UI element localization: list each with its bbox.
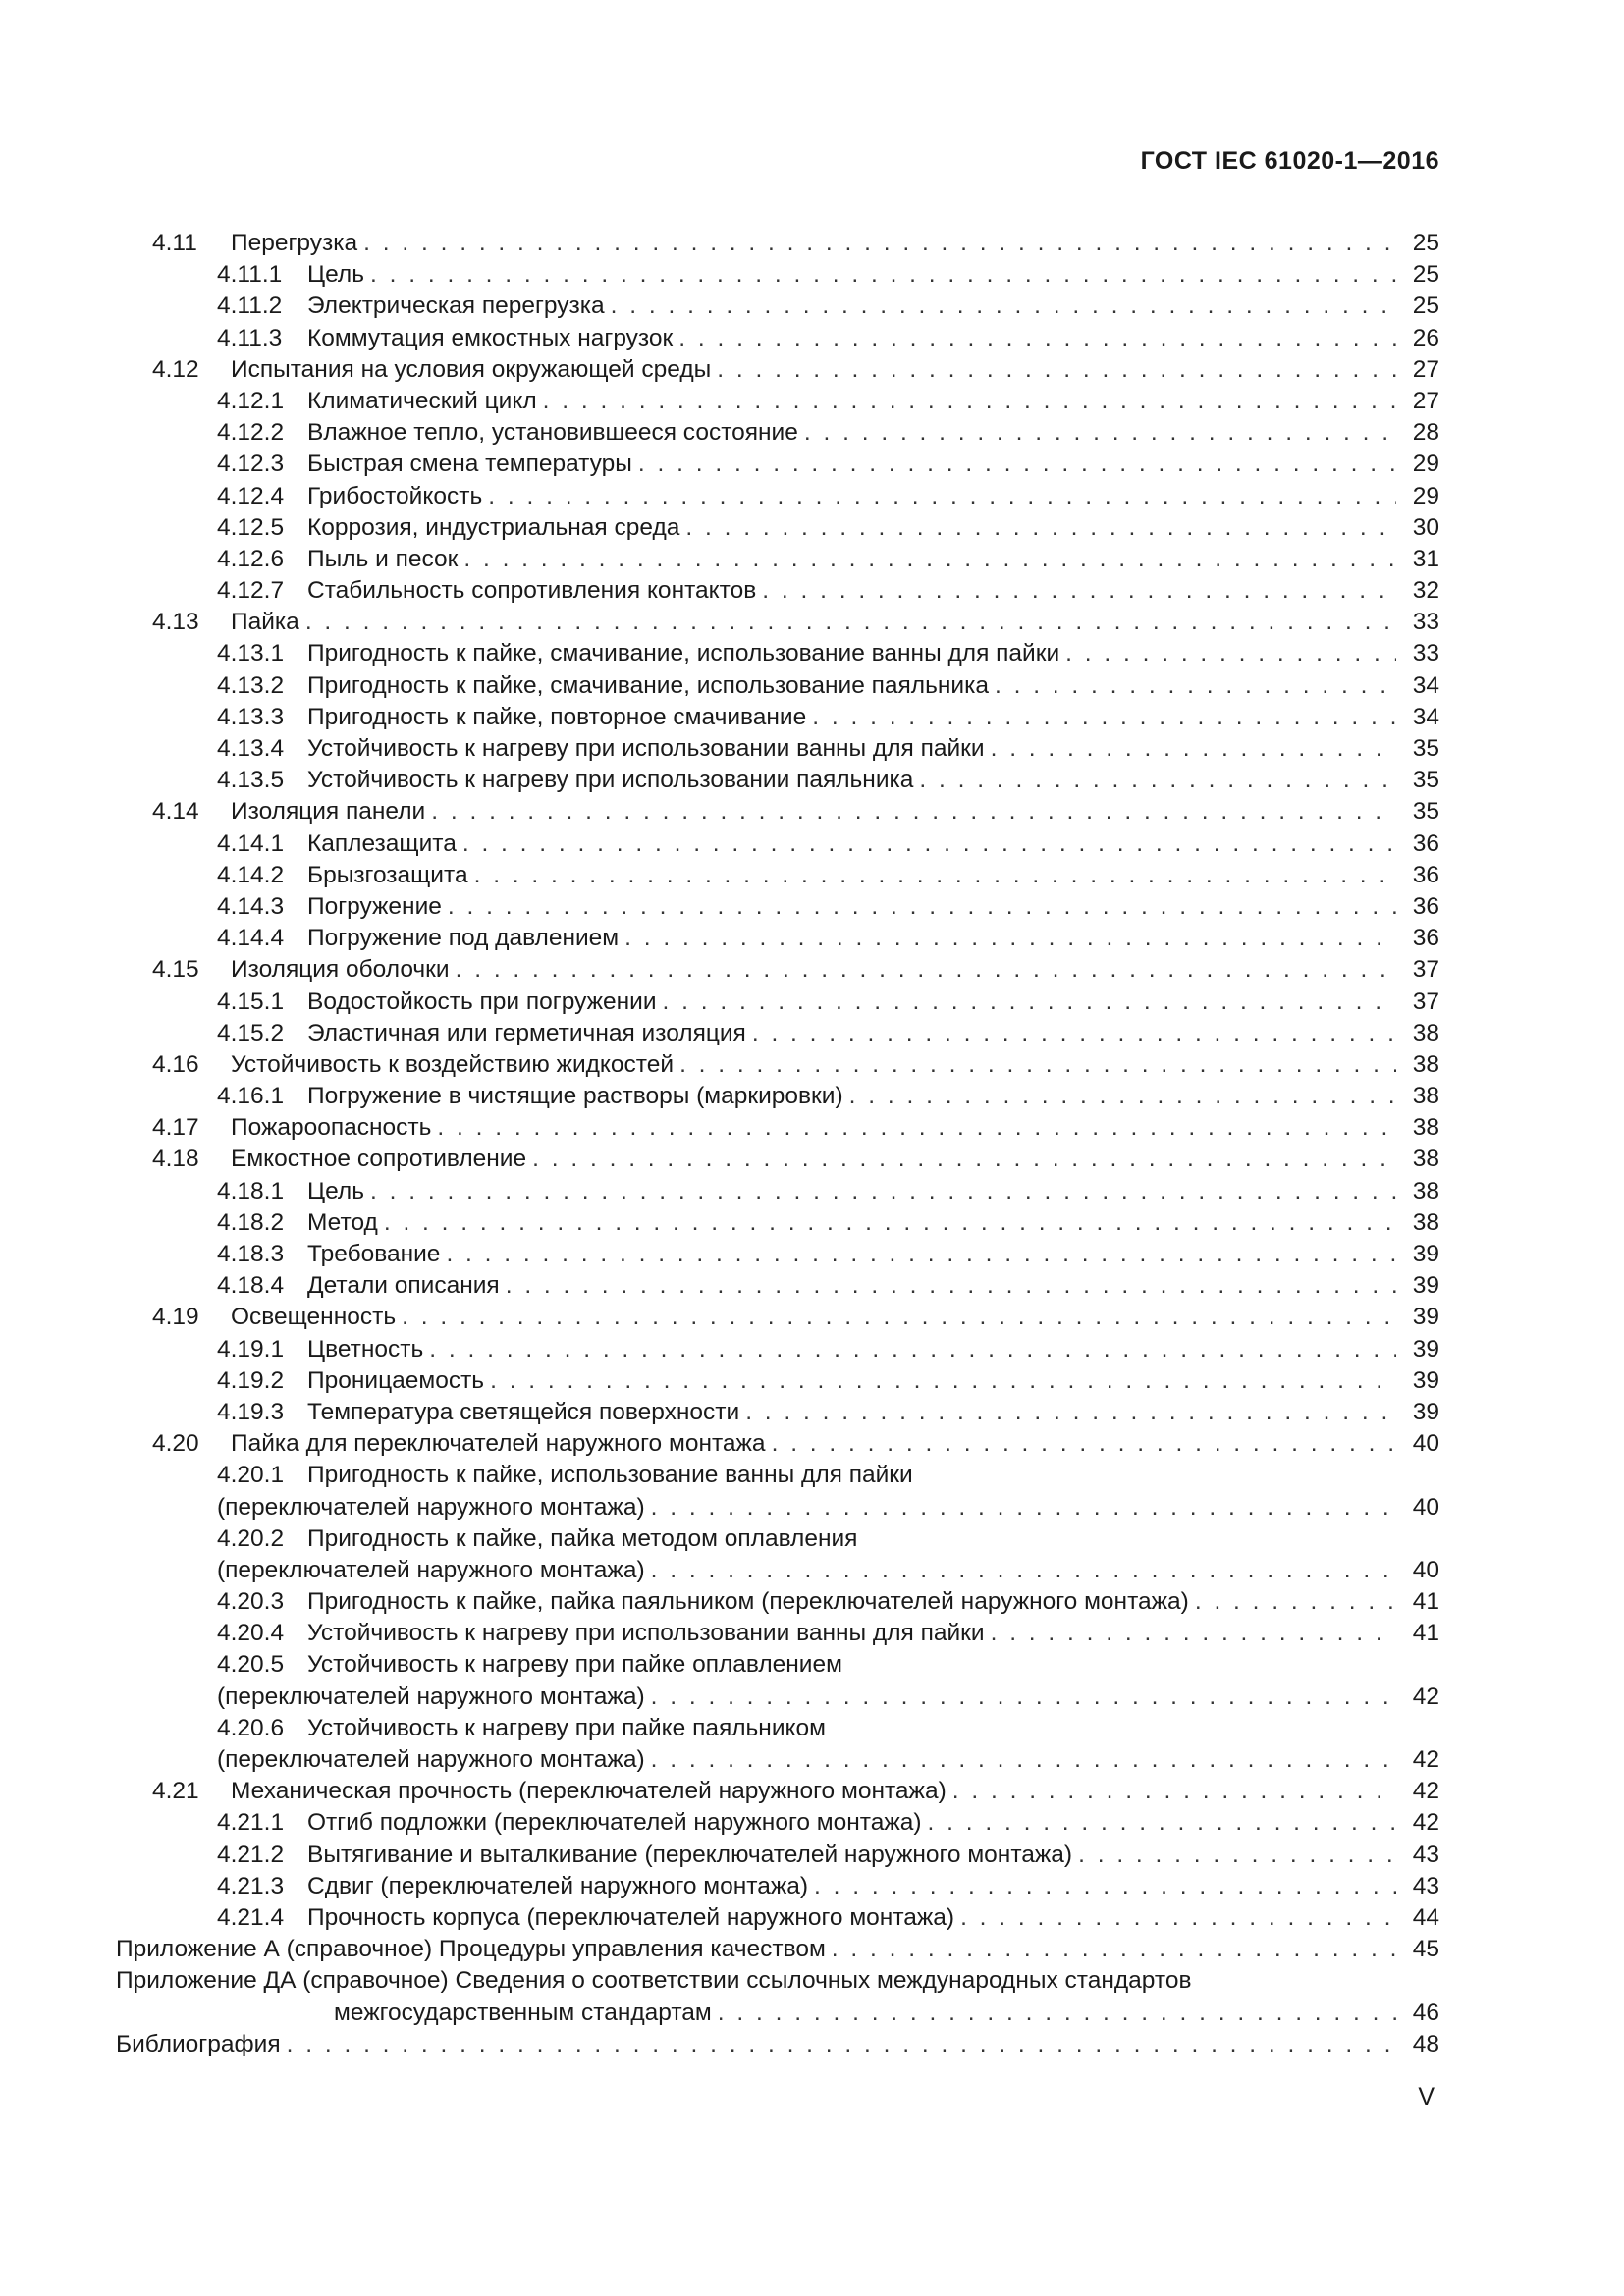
toc-entry-number: 4.20.1 bbox=[217, 1462, 285, 1489]
toc-entry[interactable] bbox=[116, 1902, 1439, 1934]
toc-dot-leader bbox=[804, 417, 1396, 449]
toc-entry-number: 4.12.1 bbox=[217, 387, 285, 414]
toc-entry-title: Требование bbox=[307, 1241, 441, 1267]
toc-entry[interactable] bbox=[116, 1649, 1439, 1681]
toc-entry-title: Водостойкость при погружении bbox=[307, 988, 657, 1015]
toc-dot-leader bbox=[745, 1397, 1396, 1428]
toc-dot-leader bbox=[718, 1998, 1396, 2029]
toc-entry[interactable] bbox=[116, 1460, 1439, 1491]
toc-entry-page: 41 bbox=[1412, 1620, 1439, 1647]
toc-entry-number: 4.14.2 bbox=[217, 861, 285, 888]
toc-entry-page: 36 bbox=[1412, 829, 1439, 857]
toc-dot-leader bbox=[995, 670, 1396, 702]
toc-entry[interactable] bbox=[116, 1934, 1439, 1965]
toc-entry-page: 39 bbox=[1412, 1241, 1439, 1267]
toc-entry-number: 4.12.7 bbox=[217, 577, 285, 605]
toc-entry-title: Прочность корпуса (переключателей наружного монтажа) bbox=[307, 1903, 955, 1931]
toc-dot-leader bbox=[814, 1871, 1396, 1902]
toc-entry-page: 39 bbox=[1412, 1304, 1439, 1331]
toc-entry-number: 4.16 bbox=[152, 1050, 199, 1078]
toc-entry-title: Пожароопасность bbox=[231, 1114, 432, 1142]
toc-entry[interactable] bbox=[116, 923, 1439, 954]
toc-entry-title: Цель bbox=[307, 261, 364, 289]
toc-entry-title: (переключателей наружного монтажа) bbox=[217, 1746, 645, 1773]
toc-entry-page: 28 bbox=[1412, 419, 1439, 447]
toc-dot-leader bbox=[1065, 638, 1396, 669]
toc-entry[interactable] bbox=[116, 1270, 1439, 1302]
toc-entry-number: 4.11.2 bbox=[217, 293, 283, 320]
toc-entry-title: Устойчивость к нагреву при использовании ванны для пайки bbox=[307, 735, 985, 762]
toc-dot-leader bbox=[849, 1081, 1396, 1112]
toc-entry-page: 41 bbox=[1412, 1588, 1439, 1616]
page-number: V bbox=[1418, 2083, 1435, 2110]
toc-entry-title: Пригодность к пайке, пайка паяльником (переключателей наружного монтажа) bbox=[307, 1588, 1189, 1616]
toc-entry-page: 35 bbox=[1412, 767, 1439, 794]
toc-entry-number: 4.19.3 bbox=[217, 1398, 285, 1425]
toc-entry[interactable] bbox=[116, 386, 1439, 417]
toc-entry[interactable] bbox=[116, 765, 1439, 796]
toc-entry-page: 25 bbox=[1412, 293, 1439, 320]
toc-entry-page: 30 bbox=[1412, 513, 1439, 541]
toc-entry-page: 32 bbox=[1412, 577, 1439, 605]
toc-entry[interactable] bbox=[116, 1081, 1439, 1112]
toc-entry-number: 4.18.1 bbox=[217, 1177, 285, 1204]
toc-dot-leader bbox=[752, 1018, 1396, 1049]
toc-entry-page: 42 bbox=[1412, 1778, 1439, 1805]
toc-entry[interactable] bbox=[116, 1049, 1439, 1081]
toc-dot-leader bbox=[651, 1682, 1396, 1713]
toc-entry[interactable] bbox=[116, 828, 1439, 860]
toc-dot-leader bbox=[832, 1934, 1396, 1965]
toc-dot-leader bbox=[638, 449, 1396, 480]
toc-dot-leader bbox=[772, 1428, 1396, 1460]
toc-entry[interactable] bbox=[116, 1840, 1439, 1871]
toc-entry-page: 33 bbox=[1412, 640, 1439, 667]
toc-entry-page: 38 bbox=[1412, 1019, 1439, 1046]
toc-entry[interactable] bbox=[116, 891, 1439, 923]
toc-dot-leader bbox=[919, 765, 1396, 796]
toc-entry[interactable] bbox=[116, 1682, 1439, 1713]
toc-entry-number: 4.15 bbox=[152, 956, 199, 984]
toc-entry-title: Стабильность сопротивления контактов bbox=[307, 577, 757, 605]
toc-entry-number: 4.21.4 bbox=[217, 1903, 285, 1931]
toc-dot-leader bbox=[679, 1049, 1396, 1081]
toc-entry-number: 4.12.6 bbox=[217, 545, 285, 572]
toc-entry-number: 4.21.3 bbox=[217, 1872, 285, 1899]
toc-dot-leader bbox=[370, 259, 1396, 291]
toc-entry-number: 4.12.4 bbox=[217, 482, 285, 509]
toc-entry[interactable] bbox=[116, 1492, 1439, 1523]
toc-entry-number: 4.16.1 bbox=[217, 1083, 285, 1110]
toc-entry[interactable] bbox=[116, 1018, 1439, 1049]
toc-entry-number: 4.19.1 bbox=[217, 1335, 285, 1362]
toc-entry-title: Пайка bbox=[231, 609, 299, 636]
toc-entry-number: 4.13.5 bbox=[217, 767, 285, 794]
toc-entry-number: 4.20 bbox=[152, 1430, 199, 1458]
table-of-contents bbox=[116, 228, 1439, 2060]
toc-entry-title: Освещенность bbox=[231, 1304, 397, 1331]
toc-dot-leader bbox=[431, 796, 1396, 828]
toc-entry-number: 4.17 bbox=[152, 1114, 199, 1142]
toc-entry-page: 38 bbox=[1412, 1208, 1439, 1236]
toc-entry-title: Цель bbox=[307, 1177, 364, 1204]
toc-entry-page: 35 bbox=[1412, 798, 1439, 826]
toc-entry-page: 33 bbox=[1412, 609, 1439, 636]
toc-entry-title: Приложение А (справочное) Процедуры управления качеством bbox=[116, 1936, 826, 1963]
toc-entry-title: Сдвиг (переключателей наружного монтажа) bbox=[307, 1872, 809, 1899]
toc-dot-leader bbox=[952, 1776, 1396, 1807]
toc-dot-leader bbox=[762, 575, 1396, 607]
toc-entry[interactable] bbox=[116, 860, 1439, 891]
toc-entry-number: 4.11 bbox=[152, 230, 197, 256]
toc-entry-title: (переключателей наружного монтажа) bbox=[217, 1556, 645, 1583]
toc-entry-title: Климатический цикл bbox=[307, 387, 537, 414]
toc-dot-leader bbox=[651, 1492, 1396, 1523]
toc-entry-title: Механическая прочность (переключателей наружного монтажа) bbox=[231, 1778, 947, 1805]
toc-entry-title: межгосударственным стандартам bbox=[334, 1999, 712, 2026]
toc-entry-title: Проницаемость bbox=[307, 1366, 485, 1394]
toc-entry-page: 27 bbox=[1412, 387, 1439, 414]
toc-entry-page: 27 bbox=[1412, 355, 1439, 383]
toc-entry-number: 4.21.2 bbox=[217, 1841, 285, 1868]
toc-entry-title: Метод bbox=[307, 1208, 378, 1236]
toc-entry-title: Погружение под давлением bbox=[307, 925, 620, 952]
toc-entry-page: 25 bbox=[1412, 230, 1439, 256]
toc-entry-number: 4.18.4 bbox=[217, 1272, 285, 1300]
toc-dot-leader bbox=[287, 2029, 1396, 2060]
toc-entry-title: Влажное тепло, установившееся состояние bbox=[307, 419, 798, 447]
toc-entry-page: 43 bbox=[1412, 1872, 1439, 1899]
toc-dot-leader bbox=[474, 860, 1396, 891]
toc-entry-page: 44 bbox=[1412, 1903, 1439, 1931]
toc-entry-number: 4.19.2 bbox=[217, 1366, 285, 1394]
toc-entry-title: Устойчивость к нагреву при пайке паяльником bbox=[307, 1714, 826, 1741]
toc-entry-title: Устойчивость к воздействию жидкостей bbox=[231, 1050, 675, 1078]
toc-entry-number: 4.13 bbox=[152, 609, 199, 636]
toc-entry[interactable] bbox=[116, 259, 1439, 291]
toc-entry-number: 4.21 bbox=[152, 1778, 199, 1805]
toc-entry-number: 4.14 bbox=[152, 798, 199, 826]
toc-entry-number: 4.21.1 bbox=[217, 1809, 285, 1837]
toc-dot-leader bbox=[960, 1902, 1396, 1934]
toc-entry-page: 35 bbox=[1412, 735, 1439, 762]
toc-dot-leader bbox=[462, 828, 1396, 860]
toc-entry[interactable] bbox=[116, 544, 1439, 575]
toc-entry-title: Испытания на условия окружающей среды bbox=[231, 355, 712, 383]
toc-entry[interactable] bbox=[116, 1776, 1439, 1807]
toc-dot-leader bbox=[532, 1144, 1396, 1175]
toc-entry-number: 4.12.5 bbox=[217, 513, 285, 541]
toc-entry[interactable] bbox=[116, 733, 1439, 765]
toc-entry[interactable] bbox=[116, 512, 1439, 544]
toc-entry[interactable] bbox=[116, 1302, 1439, 1333]
toc-entry[interactable] bbox=[116, 449, 1439, 480]
toc-entry[interactable] bbox=[116, 1744, 1439, 1776]
toc-entry-number: 4.13.4 bbox=[217, 735, 285, 762]
toc-entry-page: 38 bbox=[1412, 1114, 1439, 1142]
toc-entry-title: Пригодность к пайке, использование ванны для пайки bbox=[307, 1462, 913, 1489]
toc-dot-leader bbox=[448, 891, 1396, 923]
toc-entry[interactable] bbox=[116, 1207, 1439, 1239]
toc-entry-title: Грибостойкость bbox=[307, 482, 483, 509]
toc-entry-page: 37 bbox=[1412, 988, 1439, 1015]
toc-entry-number: 4.12.2 bbox=[217, 419, 285, 447]
document-code-header: ГОСТ IEC 61020-1—2016 bbox=[1140, 147, 1439, 175]
toc-dot-leader bbox=[651, 1744, 1396, 1776]
toc-entry-page: 42 bbox=[1412, 1746, 1439, 1773]
toc-entry[interactable] bbox=[116, 575, 1439, 607]
toc-entry-page: 46 bbox=[1412, 1999, 1439, 2026]
toc-entry-page: 36 bbox=[1412, 925, 1439, 952]
toc-entry-number: 4.13.2 bbox=[217, 671, 285, 699]
toc-entry[interactable] bbox=[116, 1713, 1439, 1744]
toc-entry-title: Емкостное сопротивление bbox=[231, 1146, 527, 1173]
toc-entry-page: 38 bbox=[1412, 1050, 1439, 1078]
toc-entry[interactable] bbox=[116, 1998, 1439, 2029]
toc-dot-leader bbox=[624, 923, 1396, 954]
toc-entry-number: 4.12 bbox=[152, 355, 199, 383]
toc-entry-page: 38 bbox=[1412, 1177, 1439, 1204]
toc-entry-title: Перегрузка bbox=[231, 230, 358, 256]
toc-entry-title: Отгиб подложки (переключателей наружного монтажа) bbox=[307, 1809, 922, 1837]
toc-dot-leader bbox=[991, 1618, 1396, 1649]
toc-entry-title: Пригодность к пайке, повторное смачивание bbox=[307, 703, 807, 730]
toc-entry-page: 42 bbox=[1412, 1682, 1439, 1710]
toc-dot-leader bbox=[305, 607, 1396, 638]
toc-entry-page: 43 bbox=[1412, 1841, 1439, 1868]
toc-entry-number: 4.20.2 bbox=[217, 1524, 285, 1552]
toc-entry-title: Детали описания bbox=[307, 1272, 500, 1300]
toc-dot-leader bbox=[663, 987, 1396, 1018]
toc-entry-page: 37 bbox=[1412, 956, 1439, 984]
toc-entry-title: Устойчивость к нагреву при пайке оплавлением bbox=[307, 1651, 842, 1679]
toc-entry-title: Изоляция панели bbox=[231, 798, 426, 826]
toc-entry-title: Электрическая перегрузка bbox=[307, 293, 605, 320]
toc-entry-title: Температура светящейся поверхности bbox=[307, 1398, 740, 1425]
toc-entry-title: Коррозия, индустриальная среда bbox=[307, 513, 680, 541]
toc-entry-page: 34 bbox=[1412, 703, 1439, 730]
toc-entry[interactable] bbox=[116, 1239, 1439, 1270]
toc-entry-title: Пыль и песок bbox=[307, 545, 459, 572]
toc-dot-leader bbox=[429, 1334, 1396, 1365]
toc-entry-page: 45 bbox=[1412, 1936, 1439, 1963]
toc-entry-page: 39 bbox=[1412, 1398, 1439, 1425]
toc-entry-title: Каплезащита bbox=[307, 829, 457, 857]
toc-entry-number: 4.20.6 bbox=[217, 1714, 285, 1741]
toc-dot-leader bbox=[363, 228, 1396, 259]
toc-entry[interactable] bbox=[116, 1334, 1439, 1365]
toc-entry[interactable] bbox=[116, 796, 1439, 828]
toc-entry-title: Устойчивость к нагреву при использовании ванны для пайки bbox=[307, 1620, 985, 1647]
toc-entry-title: Устойчивость к нагреву при использовании паяльника bbox=[307, 767, 914, 794]
toc-entry[interactable] bbox=[116, 1428, 1439, 1460]
toc-entry[interactable] bbox=[116, 607, 1439, 638]
toc-entry-title: (переключателей наружного монтажа) bbox=[217, 1493, 645, 1521]
toc-entry-number: 4.15.2 bbox=[217, 1019, 285, 1046]
toc-dot-leader bbox=[437, 1112, 1396, 1144]
toc-entry-title: Пригодность к пайке, смачивание, использование паяльника bbox=[307, 671, 989, 699]
toc-entry-number: 4.12.3 bbox=[217, 451, 285, 478]
toc-entry-title: Приложение ДА (справочное) Сведения о соответствии ссылочных международных стандартов bbox=[116, 1967, 1192, 1995]
toc-entry-page: 38 bbox=[1412, 1083, 1439, 1110]
toc-entry-title: Изоляция оболочки bbox=[231, 956, 450, 984]
toc-entry[interactable] bbox=[116, 670, 1439, 702]
toc-dot-leader bbox=[991, 733, 1396, 765]
toc-entry-page: 25 bbox=[1412, 261, 1439, 289]
toc-entry-title: Погружение bbox=[307, 892, 442, 920]
toc-dot-leader bbox=[506, 1270, 1396, 1302]
toc-entry-number: 4.14.1 bbox=[217, 829, 285, 857]
toc-entry-title: Цветность bbox=[307, 1335, 424, 1362]
toc-entry[interactable] bbox=[116, 1871, 1439, 1902]
toc-entry[interactable] bbox=[116, 1397, 1439, 1428]
toc-entry-title: Эластичная или герметичная изоляция bbox=[307, 1019, 746, 1046]
toc-entry[interactable] bbox=[116, 702, 1439, 733]
toc-entry-title: Библиография bbox=[116, 2030, 281, 2057]
toc-entry[interactable] bbox=[116, 987, 1439, 1018]
toc-entry[interactable] bbox=[116, 1144, 1439, 1175]
toc-entry[interactable] bbox=[116, 2029, 1439, 2060]
toc-entry[interactable] bbox=[116, 417, 1439, 449]
toc-entry-page: 29 bbox=[1412, 451, 1439, 478]
toc-entry-number: 4.14.3 bbox=[217, 892, 285, 920]
toc-entry[interactable] bbox=[116, 481, 1439, 512]
toc-entry-number: 4.11.1 bbox=[217, 261, 283, 289]
toc-entry-page: 39 bbox=[1412, 1366, 1439, 1394]
toc-dot-leader bbox=[928, 1807, 1396, 1839]
toc-dot-leader bbox=[370, 1176, 1396, 1207]
toc-dot-leader bbox=[812, 702, 1396, 733]
toc-entry-page: 34 bbox=[1412, 671, 1439, 699]
toc-entry-page: 42 bbox=[1412, 1809, 1439, 1837]
toc-entry-number: 4.18.2 bbox=[217, 1208, 285, 1236]
toc-dot-leader bbox=[488, 481, 1396, 512]
toc-entry-number: 4.15.1 bbox=[217, 988, 285, 1015]
toc-entry[interactable] bbox=[116, 1807, 1439, 1839]
toc-dot-leader bbox=[1078, 1840, 1396, 1871]
toc-entry[interactable] bbox=[116, 1365, 1439, 1397]
toc-entry-title: Пайка для переключателей наружного монтажа bbox=[231, 1430, 766, 1458]
toc-entry-page: 26 bbox=[1412, 324, 1439, 351]
toc-entry-number: 4.20.3 bbox=[217, 1588, 285, 1616]
toc-entry[interactable] bbox=[116, 954, 1439, 986]
toc-entry-page: 36 bbox=[1412, 892, 1439, 920]
toc-entry[interactable] bbox=[116, 1523, 1439, 1555]
toc-dot-leader bbox=[463, 544, 1396, 575]
toc-entry-number: 4.11.3 bbox=[217, 324, 283, 351]
toc-entry-title: Быстрая смена температуры bbox=[307, 451, 632, 478]
toc-dot-leader bbox=[402, 1302, 1396, 1333]
toc-entry-title: (переключателей наружного монтажа) bbox=[217, 1682, 645, 1710]
toc-entry-page: 36 bbox=[1412, 861, 1439, 888]
toc-dot-leader bbox=[1195, 1586, 1396, 1618]
toc-entry[interactable] bbox=[116, 1586, 1439, 1618]
toc-dot-leader bbox=[678, 323, 1396, 354]
toc-entry[interactable] bbox=[116, 228, 1439, 259]
toc-entry-number: 4.18.3 bbox=[217, 1241, 285, 1267]
toc-dot-leader bbox=[384, 1207, 1396, 1239]
toc-dot-leader bbox=[717, 354, 1396, 386]
toc-entry-page: 39 bbox=[1412, 1335, 1439, 1362]
toc-entry-page: 40 bbox=[1412, 1556, 1439, 1583]
toc-entry-title: Вытягивание и выталкивание (переключателей наружного монтажа) bbox=[307, 1841, 1073, 1868]
toc-entry-page: 48 bbox=[1412, 2030, 1439, 2057]
toc-entry[interactable] bbox=[116, 1176, 1439, 1207]
toc-entry[interactable] bbox=[116, 1112, 1439, 1144]
toc-entry-number: 4.20.5 bbox=[217, 1651, 285, 1679]
toc-dot-leader bbox=[651, 1555, 1396, 1586]
toc-entry[interactable] bbox=[116, 1555, 1439, 1586]
toc-entry-page: 38 bbox=[1412, 1146, 1439, 1173]
toc-entry-title: Пригодность к пайке, смачивание, использование ванны для пайки bbox=[307, 640, 1060, 667]
toc-entry-number: 4.13.3 bbox=[217, 703, 285, 730]
toc-entry-number: 4.13.1 bbox=[217, 640, 285, 667]
toc-entry-page: 31 bbox=[1412, 545, 1439, 572]
toc-entry[interactable] bbox=[116, 354, 1439, 386]
toc-entry-page: 39 bbox=[1412, 1272, 1439, 1300]
toc-entry-number: 4.14.4 bbox=[217, 925, 285, 952]
toc-entry[interactable] bbox=[116, 1618, 1439, 1649]
toc-dot-leader bbox=[490, 1365, 1396, 1397]
toc-dot-leader bbox=[446, 1239, 1396, 1270]
toc-entry-title: Коммутация емкостных нагрузок bbox=[307, 324, 674, 351]
toc-entry-page: 40 bbox=[1412, 1493, 1439, 1521]
toc-entry-number: 4.19 bbox=[152, 1304, 199, 1331]
toc-dot-leader bbox=[685, 512, 1396, 544]
toc-entry[interactable] bbox=[116, 291, 1439, 322]
toc-entry-title: Брызгозащита bbox=[307, 861, 468, 888]
toc-entry-number: 4.18 bbox=[152, 1146, 199, 1173]
toc-dot-leader bbox=[543, 386, 1396, 417]
toc-entry-page: 40 bbox=[1412, 1430, 1439, 1458]
toc-entry-title: Погружение в чистящие растворы (маркировки) bbox=[307, 1083, 843, 1110]
toc-entry[interactable] bbox=[116, 1965, 1439, 1997]
toc-entry-title: Пригодность к пайке, пайка методом оплавления bbox=[307, 1524, 858, 1552]
toc-entry[interactable] bbox=[116, 638, 1439, 669]
toc-dot-leader bbox=[456, 954, 1396, 986]
toc-dot-leader bbox=[611, 291, 1396, 322]
toc-entry[interactable] bbox=[116, 323, 1439, 354]
toc-entry-page: 29 bbox=[1412, 482, 1439, 509]
toc-entry-number: 4.20.4 bbox=[217, 1620, 285, 1647]
